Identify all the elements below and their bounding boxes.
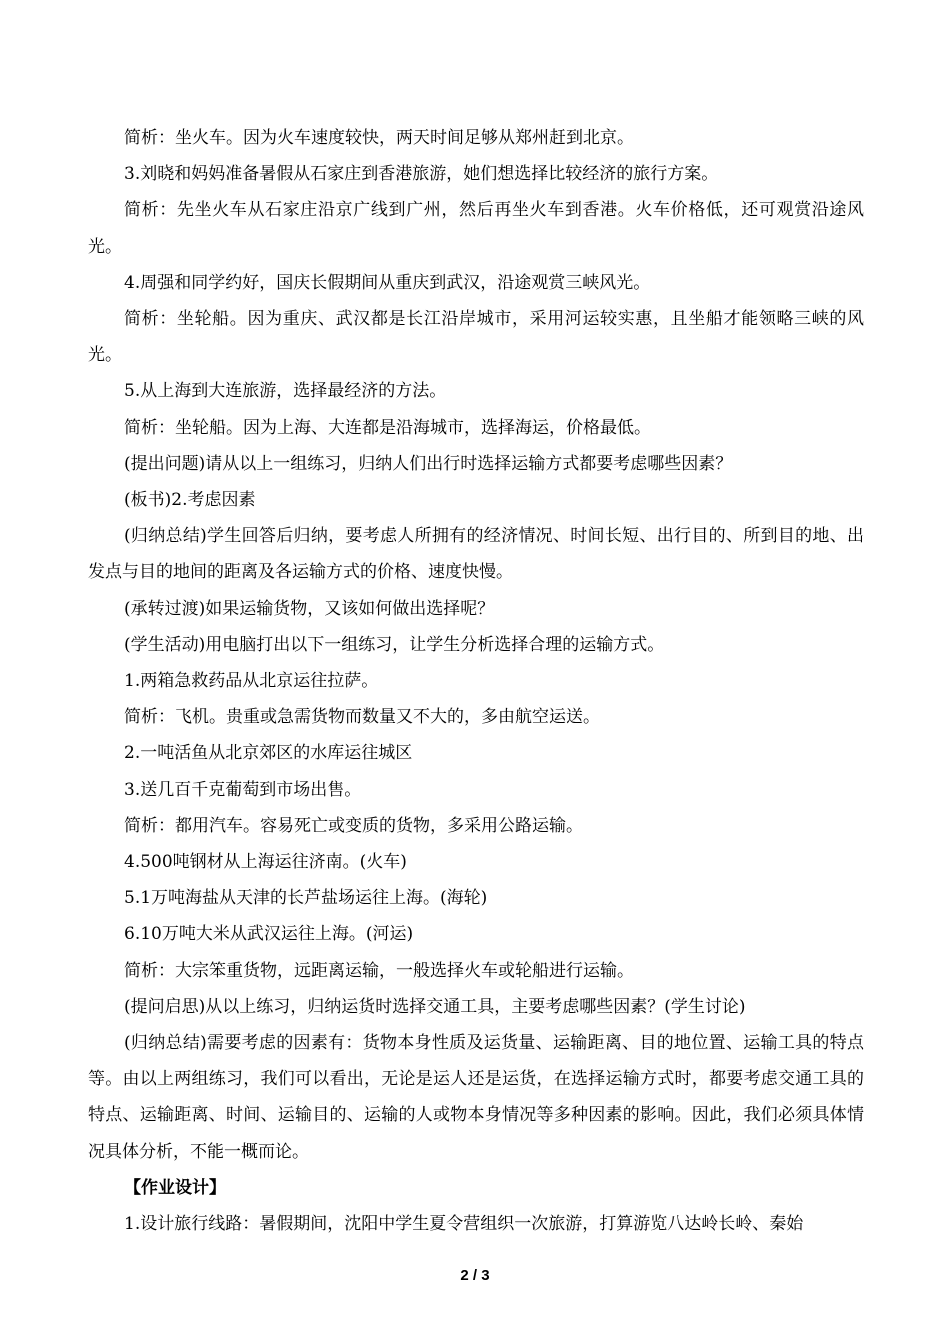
paragraph: (板书)2.考虑因素 <box>124 490 256 511</box>
section-heading: 【作业设计】 <box>124 1177 226 1198</box>
paragraph: 简析：大宗笨重货物，远距离运输，一般选择火车或轮船进行运输。 <box>124 960 634 981</box>
paragraph: 4.500吨钢材从上海运往济南。(火车) <box>124 852 407 873</box>
paragraph: (提问启思)从以上练习，归纳运货时选择交通工具，主要考虑哪些因素？(学生讨论) <box>124 996 746 1017</box>
paragraph: 5.从上海到大连旅游，选择最经济的方法。 <box>124 381 447 402</box>
paragraph: 简析：都用汽车。容易死亡或变质的货物，多采用公路运输。 <box>124 815 583 836</box>
paragraph: (提出问题)请从以上一组练习，归纳人们出行时选择运输方式都要考虑哪些因素？ <box>124 453 733 474</box>
paragraph: 4.周强和同学约好，国庆长假期间从重庆到武汉，沿途观赏三峡风光。 <box>124 272 651 293</box>
paragraph: 简析：先坐火车从石家庄沿京广线到广州，然后再坐火车到香港。火车价格低，还可观赏沿途风光。 <box>88 200 864 257</box>
paragraph: 简析：坐火车。因为火车速度较快，两天时间足够从郑州赶到北京。 <box>124 128 634 148</box>
paragraph: 3.送几百千克葡萄到市场出售。 <box>124 779 362 800</box>
paragraph: (归纳总结)学生回答后归纳，要考虑人所拥有的经济情况、时间长短、出行目的、所到目的地、出发点与目的地间的距离及各运输方式的价格、速度快慢。 <box>88 526 864 583</box>
paragraph: (承转过渡)如果运输货物，又该如何做出选择呢？ <box>124 598 495 619</box>
paragraph: 6.10万吨大米从武汉运往上海。(河运) <box>124 924 414 945</box>
paragraph: (学生活动)用电脑打出以下一组练习，让学生分析选择合理的运输方式。 <box>124 634 665 655</box>
paragraph: 简析：坐轮船。因为上海、大连都是沿海城市，选择海运，价格最低。 <box>124 417 651 438</box>
paragraph: 简析：坐轮船。因为重庆、武汉都是长江沿岸城市，采用河运较实惠，且坐船才能领略三峡的风光。 <box>88 309 864 366</box>
document-body <box>88 120 864 1242</box>
paragraph: 3.刘晓和妈妈准备暑假从石家庄到香港旅游，她们想选择比较经济的旅行方案。 <box>124 164 719 185</box>
paragraph: 简析：飞机。贵重或急需货物而数量又不大的，多由航空运送。 <box>124 707 600 728</box>
homework-item: 1.设计旅行线路：暑假期间，沈阳中学生夏令营组织一次旅游，打算游览八达岭长岭、秦始 <box>124 1214 804 1235</box>
page-number: 2 / 3 <box>460 1267 490 1284</box>
paragraph: 1.两箱急救药品从北京运往拉萨。 <box>124 671 379 692</box>
paragraph: 5.1万吨海盐从天津的长芦盐场运往上海。(海轮) <box>124 888 488 909</box>
paragraph: 2.一吨活鱼从北京郊区的水库运往城区 <box>124 743 413 764</box>
paragraph: (归纳总结)需要考虑的因素有：货物本身性质及运货量、运输距离、目的地位置、运输工具的特点等。由以上两组练习，我们可以看出，无论是运人还是运货，在选择运输方式时，都要考虑交通工具的特点、运输距离、时间、运输目的、运输的人或物本身情况等多种因素的影响。因此，我们必须具体情况具体分析，不能一概而论。 <box>88 1033 864 1162</box>
